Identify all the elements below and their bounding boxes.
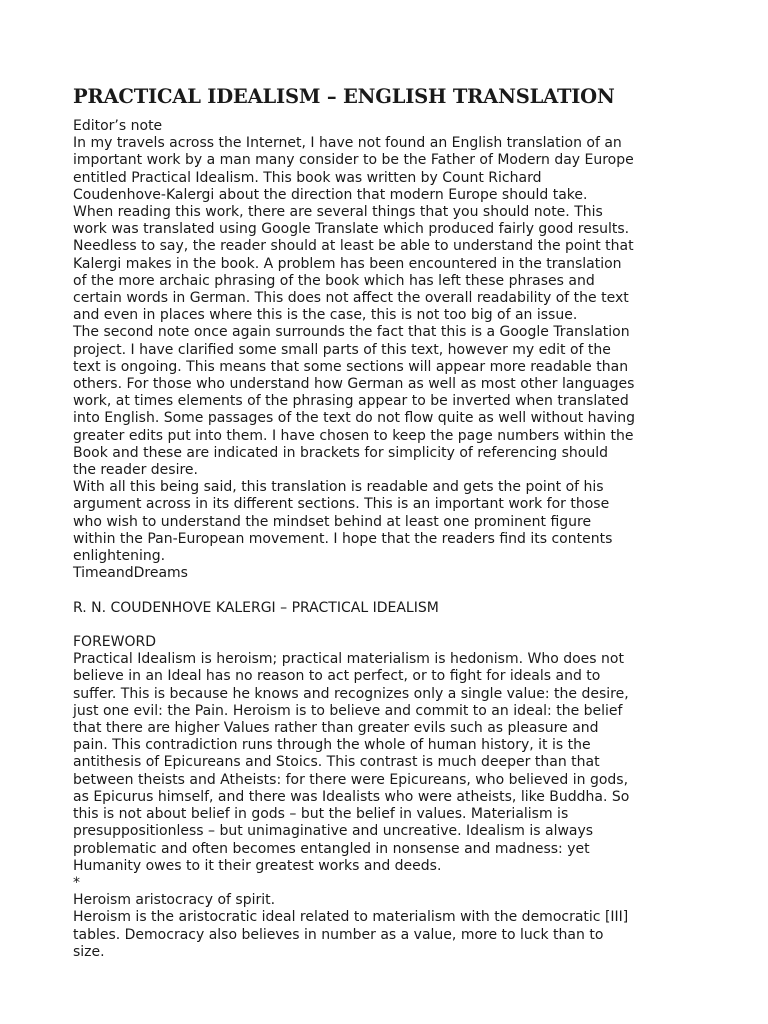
text-line: entitled Practical Idealism. This book was written by Count Richard [73, 169, 542, 186]
text-line: tables. Democracy also believes in number as a value, more to luck than to [73, 926, 604, 943]
foreword-body [73, 651, 713, 875]
text-line: believe in an Ideal has no reason to act perfect, or to fight for ideals and to [73, 668, 601, 685]
text-line: pain. This contradiction runs through the whole of human history, it is the [73, 737, 591, 754]
text-line: work, at times elements of the phrasing appear to be inverted when translated [73, 393, 629, 410]
text-line: Coudenhove-Kalergi about the direction that modern Europe should take. [73, 186, 588, 203]
text-line: important work by a man many consider to be the Father of Modern day Europe [73, 152, 634, 169]
text-line: and even in places where this is the case, this is not too big of an issue. [73, 307, 578, 324]
text-line: antithesis of Epicureans and Stoics. This contrast is much deeper than that [73, 754, 600, 771]
text-line: within the Pan-European movement. I hope that the readers find its contents [73, 530, 613, 547]
document-title: PRACTICAL IDEALISM – ENGLISH TRANSLATION [73, 85, 615, 108]
editor-note-body [73, 135, 713, 565]
text-line: project. I have clarified some small parts of this text, however my edit of the [73, 341, 611, 358]
text-line: Practical Idealism is heroism; practical materialism is hedonism. Who does not [73, 651, 624, 668]
text-line: Book and these are indicated in brackets for simplicity of referencing should [73, 444, 609, 461]
document-page [73, 82, 713, 961]
book-heading: R. N. COUDENHOVE KALERGI – PRACTICAL IDEALISM [73, 599, 439, 616]
section-heading: Heroism aristocracy of spirit. [73, 892, 276, 909]
text-line: The second note once again surrounds the fact that this is a Google Translation [73, 324, 630, 341]
text-line: into English. Some passages of the text do not flow quite as well without having [73, 410, 636, 427]
text-line: who wish to understand the mindset behind at least one prominent figure [73, 513, 592, 530]
text-line: Humanity owes to it their greatest works and deeds. [73, 857, 442, 874]
text-line: certain words in German. This does not affect the overall readability of the text [73, 290, 629, 307]
text-line: argument across in its different sections. This is an important work for those [73, 496, 610, 513]
text-line: text is ongoing. This means that some sections will appear more readable than [73, 358, 629, 375]
text-line: that there are higher Values rather than greater evils such as pleasure and [73, 720, 599, 737]
text-line: as Epicurus himself, and there was Idealists who were atheists, like Buddha. So [73, 788, 630, 805]
text-line: this is not about belief in gods – but the belief in values. Materialism is [73, 806, 569, 823]
text-line: In my travels across the Internet, I have not found an English translation of an [73, 135, 622, 152]
editor-note-heading: Editor’s note [73, 118, 163, 134]
text-line: between theists and Atheists: for there were Epicureans, who believed in gods, [73, 771, 629, 788]
spacer [73, 617, 713, 634]
text-line: just one evil: the Pain. Heroism is to believe and commit to an ideal: the belief [73, 702, 623, 719]
signature: TimeandDreams [73, 565, 188, 582]
text-line: presuppositionless – but unimaginative and uncreative. Idealism is always [73, 823, 594, 840]
text-line: Kalergi makes in the book. A problem has been encountered in the translation [73, 255, 622, 272]
text-line: problematic and often becomes entangled in nonsense and madness: yet [73, 840, 590, 857]
text-line: of the more archaic phrasing of the book which has left these phrases and [73, 272, 595, 289]
section-separator: * [73, 874, 80, 891]
text-line: suffer. This is because he knows and recognizes only a single value: the desire, [73, 685, 629, 702]
text-line: Needless to say, the reader should at least be able to understand the point that [73, 238, 634, 255]
text-line: Heroism is the aristocratic ideal related to materialism with the democratic [III] [73, 909, 629, 926]
text-line: greater edits put into them. I have chosen to keep the page numbers within the [73, 427, 634, 444]
text-line: enlightening. [73, 548, 166, 565]
spacer [73, 582, 713, 599]
foreword-heading: FOREWORD [73, 634, 157, 651]
section-body [73, 909, 713, 961]
text-line: work was translated using Google Translate which produced fairly good results. [73, 221, 630, 238]
text-line: size. [73, 943, 105, 960]
text-line: With all this being said, this translation is readable and gets the point of his [73, 479, 604, 496]
text-line: When reading this work, there are several things that you should note. This [73, 204, 603, 221]
text-line: the reader desire. [73, 462, 198, 479]
text-line: others. For those who understand how German as well as most other languages [73, 376, 635, 393]
